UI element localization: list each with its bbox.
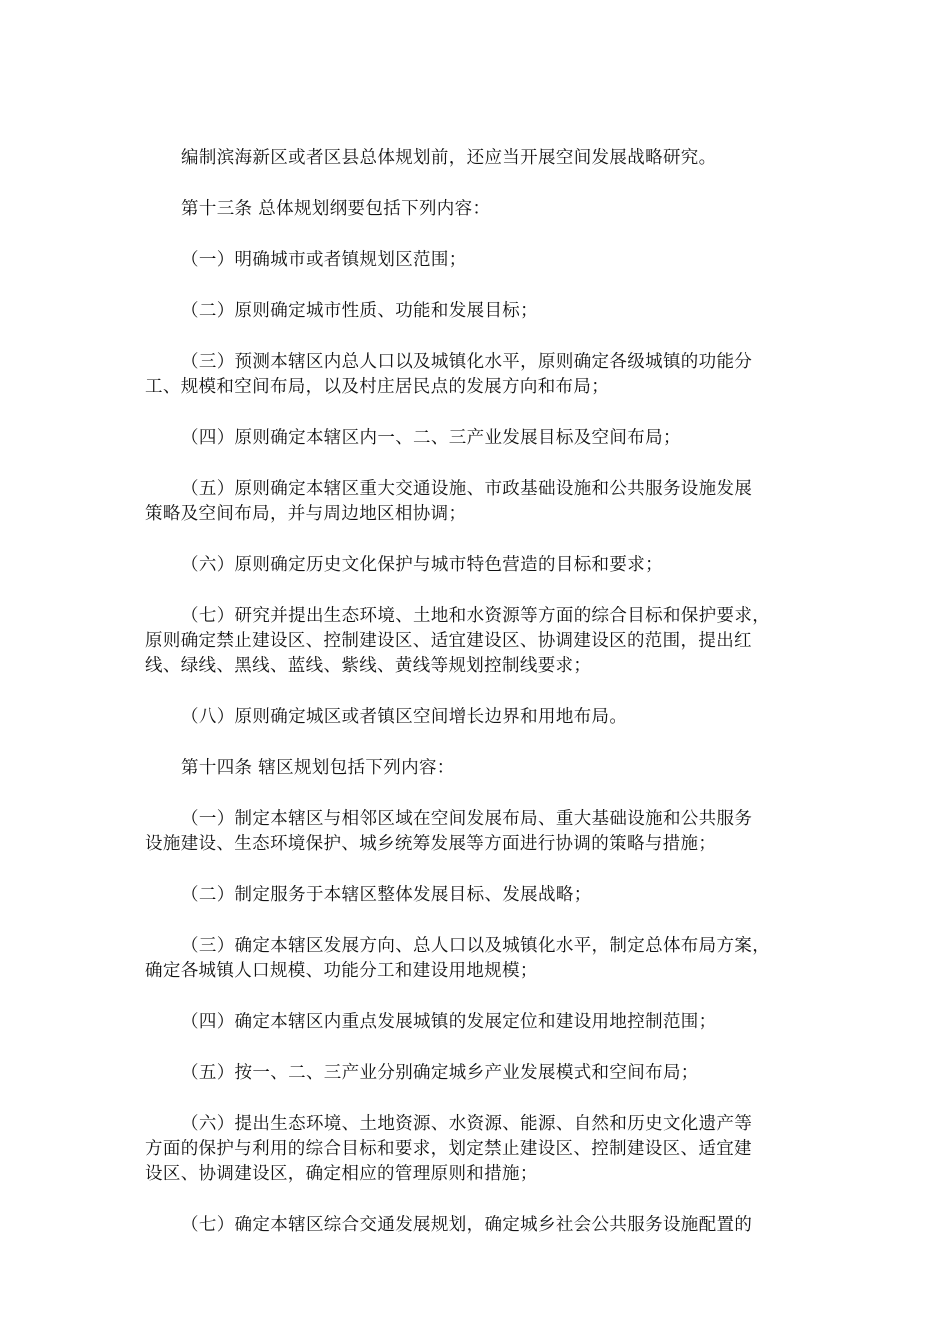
text-line: 线、绿线、黑线、蓝线、紫线、黄线等规划控制线要求； (145, 656, 592, 676)
text-line: （七）确定本辖区综合交通发展规划，确定城乡社会公共服务设施配置的 (181, 1215, 753, 1235)
list-item (145, 705, 810, 730)
article-heading (145, 756, 810, 781)
text-line: 编制滨海新区或者区县总体规划前，还应当开展空间发展战略研究。 (181, 148, 717, 168)
list-item (145, 248, 810, 273)
text-line: 设区、协调建设区，确定相应的管理原则和措施； (145, 1164, 538, 1184)
text-line: （二）制定服务于本辖区整体发展目标、发展战略； (181, 885, 592, 905)
text-line: （六）原则确定历史文化保护与城市特色营造的目标和要求； (181, 555, 663, 575)
list-item (145, 934, 810, 984)
text-line: （一）制定本辖区与相邻区域在空间发展布局、重大基础设施和公共服务 (181, 809, 753, 829)
list-item (145, 426, 810, 451)
document-body (145, 146, 810, 1238)
list-item (145, 883, 810, 908)
text-line: （二）原则确定城市性质、功能和发展目标； (181, 301, 538, 321)
list-item (145, 604, 810, 679)
text-line: （三）确定本辖区发展方向、总人口以及城镇化水平，制定总体布局方案， (181, 936, 771, 956)
text-line: （三）预测本辖区内总人口以及城镇化水平，原则确定各级城镇的功能分 (181, 352, 753, 372)
list-item (145, 1213, 810, 1238)
text-line: 原则确定禁止建设区、控制建设区、适宜建设区、协调建设区的范围，提出红 (145, 631, 752, 651)
text-line: （一）明确城市或者镇规划区范围； (181, 250, 467, 270)
list-item (145, 299, 810, 324)
text-line: 工、规模和空间布局，以及村庄居民点的发展方向和布局； (145, 377, 610, 397)
text-line: 方面的保护与利用的综合目标和要求，划定禁止建设区、控制建设区、适宜建 (145, 1139, 752, 1159)
text-line: （八）原则确定城区或者镇区空间增长边界和用地布局。 (181, 707, 628, 727)
text-line: （四）确定本辖区内重点发展城镇的发展定位和建设用地控制范围； (181, 1012, 717, 1032)
text-line: 第十三条 总体规划纲要包括下列内容： (181, 199, 491, 219)
list-item (145, 477, 810, 527)
text-line: （五）按一、二、三产业分别确定城乡产业发展模式和空间布局； (181, 1063, 699, 1083)
list-item (145, 807, 810, 857)
text-line: （七）研究并提出生态环境、土地和水资源等方面的综合目标和保护要求， (181, 606, 771, 626)
list-item (145, 350, 810, 400)
list-item (145, 553, 810, 578)
list-item (145, 1061, 810, 1086)
text-line: （五）原则确定本辖区重大交通设施、市政基础设施和公共服务设施发展 (181, 479, 753, 499)
text-line: 确定各城镇人口规模、功能分工和建设用地规模； (145, 961, 538, 981)
text-line: （六）提出生态环境、土地资源、水资源、能源、自然和历史文化遗产等 (181, 1114, 753, 1134)
article-heading (145, 197, 810, 222)
list-item (145, 1010, 810, 1035)
text-line: 设施建设、生态环境保护、城乡统筹发展等方面进行协调的策略与措施； (145, 834, 717, 854)
paragraph (145, 146, 810, 171)
list-item (145, 1112, 810, 1187)
text-line: 策略及空间布局，并与周边地区相协调； (145, 504, 467, 524)
text-line: （四）原则确定本辖区内一、二、三产业发展目标及空间布局； (181, 428, 681, 448)
text-line: 第十四条 辖区规划包括下列内容： (181, 758, 455, 778)
